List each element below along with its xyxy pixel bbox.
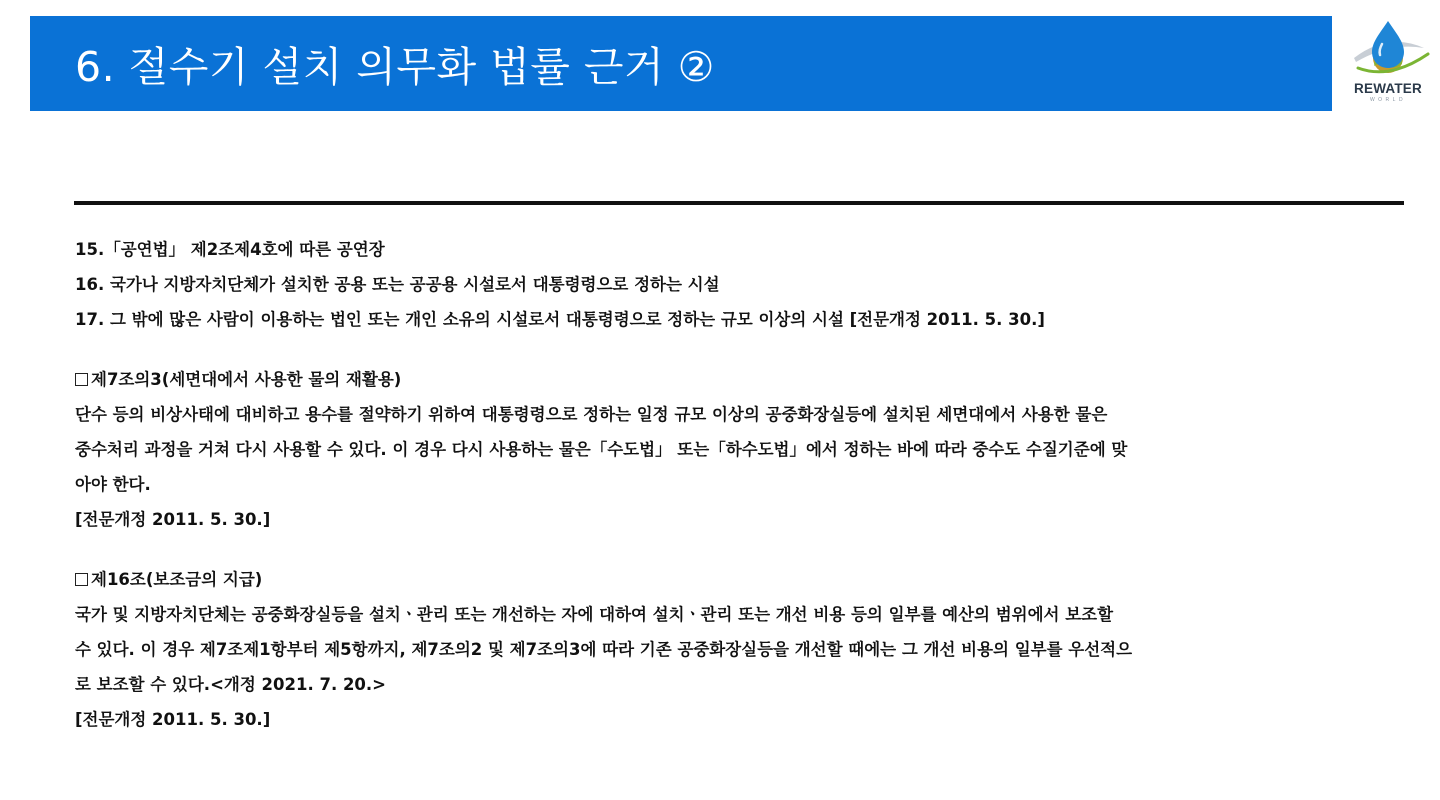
water-drop-globe-icon bbox=[1344, 18, 1432, 82]
section-heading-text: 제7조의3(세면대에서 사용한 물의 재활용) bbox=[91, 370, 402, 389]
list-item: 16. 국가나 지방자치단체가 설치한 공용 또는 공공용 시설로서 대통령령으로 정하는 시설 bbox=[75, 275, 720, 294]
checkbox-square-icon bbox=[75, 573, 88, 586]
slide-title: 6. 절수기 설치 의무화 법률 근거 ② bbox=[75, 43, 715, 91]
paragraph-line: 수 있다. 이 경우 제7조제1항부터 제5항까지, 제7조의2 및 제7조의3에 따라 기존 공중화장실등을 개선할 때에는 그 개선 비용의 일부를 우선적으 bbox=[75, 640, 1133, 659]
law-text-body bbox=[75, 232, 1395, 737]
logo-subtext: WORLD bbox=[1369, 97, 1407, 103]
revision-note: [전문개정 2011. 5. 30.] bbox=[75, 510, 271, 529]
paragraph-line: 단수 등의 비상사태에 대비하고 용수를 절약하기 위하여 대통령령으로 정하는 일정 규모 이상의 공중화장실등에 설치된 세면대에서 사용한 물은 bbox=[75, 405, 1108, 424]
revision-note: [전문개정 2011. 5. 30.] bbox=[75, 710, 271, 729]
title-bar bbox=[30, 16, 1332, 111]
spacer bbox=[75, 537, 1395, 562]
paragraph-line: 중수처리 과정을 거쳐 다시 사용할 수 있다. 이 경우 다시 사용하는 물은「수도법」 또는「하수도법」에서 정하는 바에 따라 중수도 수질기준에 맞 bbox=[75, 440, 1128, 459]
list-item: 15.「공연법」 제2조제4호에 따른 공연장 bbox=[75, 240, 385, 259]
logo-wordmark: REWATER bbox=[1354, 81, 1422, 96]
section-heading-text: 제16조(보조금의 지급) bbox=[91, 570, 263, 589]
section-heading bbox=[75, 562, 1395, 597]
rewater-logo bbox=[1344, 18, 1432, 110]
paragraph-line: 국가 및 지방자치단체는 공중화장실등을 설치ㆍ관리 또는 개선하는 자에 대하여 설치ㆍ관리 또는 개선 비용 등의 일부를 예산의 범위에서 보조할 bbox=[75, 605, 1114, 624]
paragraph-line: 로 보조할 수 있다.<개정 2021. 7. 20.> bbox=[75, 675, 387, 694]
spacer bbox=[75, 337, 1395, 362]
section-heading bbox=[75, 362, 1395, 397]
list-item: 17. 그 밖에 많은 사람이 이용하는 법인 또는 개인 소유의 시설로서 대통령령으로 정하는 규모 이상의 시설 [전문개정 2011. 5. 30.] bbox=[75, 310, 1045, 329]
paragraph-line: 아야 한다. bbox=[75, 475, 151, 494]
checkbox-square-icon bbox=[75, 373, 88, 386]
title-divider bbox=[74, 201, 1404, 205]
